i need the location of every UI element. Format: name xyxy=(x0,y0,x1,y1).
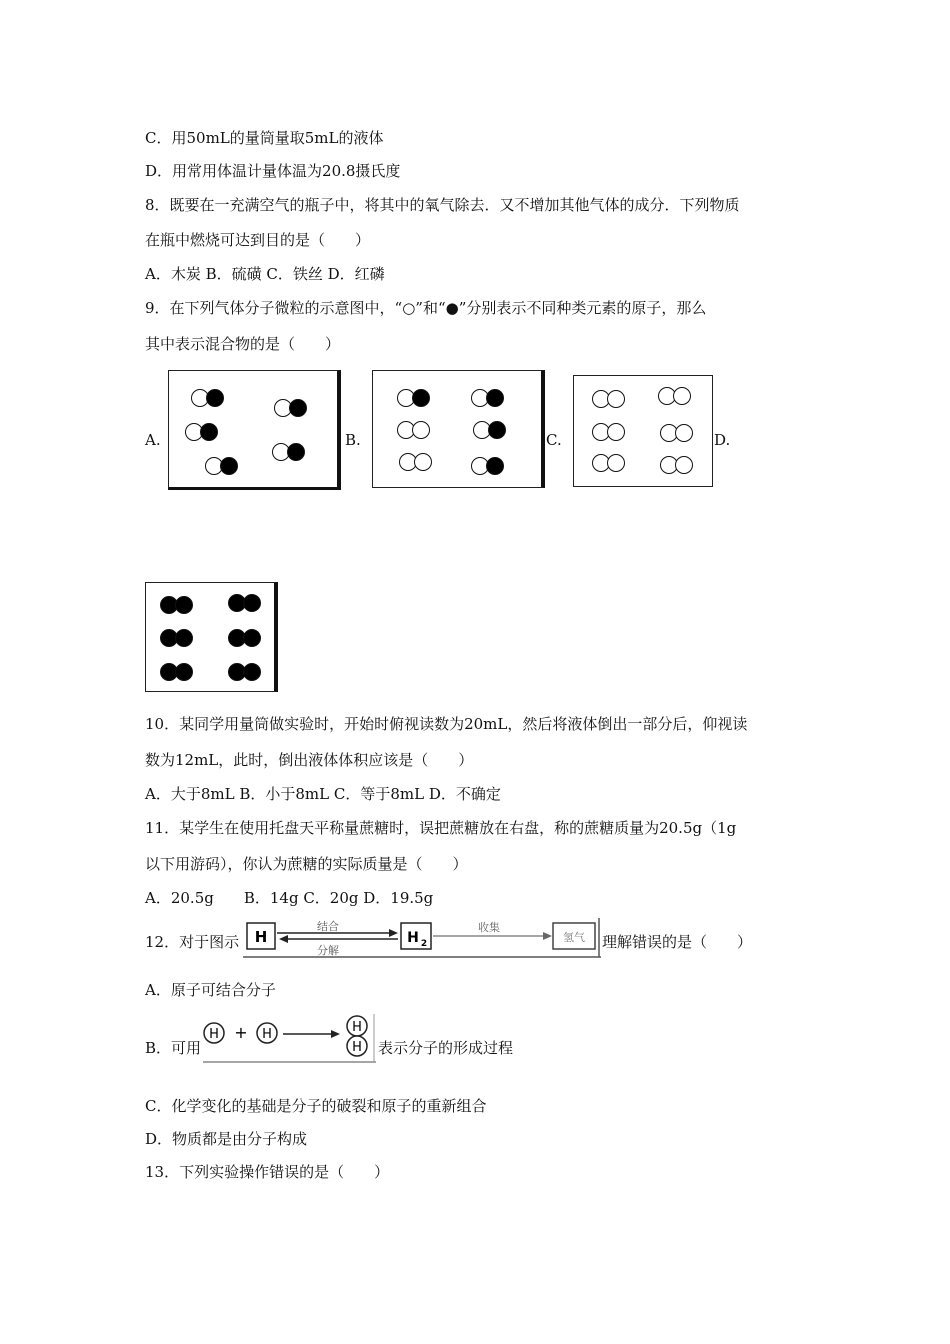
atom-h-right: H xyxy=(262,1027,272,1042)
q9-label-a: A. xyxy=(145,431,161,449)
q12-option-a: A．原子可结合分子 xyxy=(145,981,276,999)
molecule xyxy=(185,423,223,443)
molecule xyxy=(397,421,435,441)
box-h-text: H xyxy=(254,928,268,946)
q12-option-b-pre: B．可用 xyxy=(145,1039,202,1057)
molecule xyxy=(471,389,509,409)
q10-stem-line2: 数为12mL，此时，倒出液体体积应该是（ ） xyxy=(145,751,474,769)
q10-options: A．大于8mL B．小于8mL C．等于8mL D．不确定 xyxy=(145,785,501,803)
q11-stem-line2: 以下用游码），你认为蔗糖的实际质量是（ ） xyxy=(145,855,468,873)
q13-stem: 13．下列实验操作错误的是（ ） xyxy=(145,1163,390,1181)
atom-h-left: H xyxy=(209,1027,219,1042)
q7-option-c: C．用50mL的量筒量取5mL的液体 xyxy=(145,129,384,147)
molecule xyxy=(592,454,630,474)
q9-label-d: D. xyxy=(714,431,731,449)
plus-sign: + xyxy=(234,1023,248,1042)
q10-stem-line1: 10．某同学用量筒做实验时，开始时俯视读数为20mL，然后将液体倒出一部分后，仰视读 xyxy=(145,715,748,733)
molecule xyxy=(228,663,266,683)
molecule xyxy=(397,389,435,409)
q12-stem-pre: 12．对于图示 xyxy=(145,933,240,951)
q11-options: A．20.5g B．14g C．20g D．19.5g xyxy=(145,889,434,907)
molecule xyxy=(471,457,509,477)
q8-stem-line2: 在瓶中燃烧可达到目的是（ ） xyxy=(145,231,371,249)
q8-options: A．木炭 B．硫磺 C．铁丝 D．红磷 xyxy=(145,265,385,283)
molecule xyxy=(658,387,696,407)
box-h2-subscript: 2 xyxy=(420,939,428,949)
molecule xyxy=(592,390,630,410)
q12-option-c: C．化学变化的基础是分子的破裂和原子的重新组合 xyxy=(145,1097,487,1115)
molecule-atom-bottom: H xyxy=(352,1040,362,1055)
arrow-label-combine: 结合 xyxy=(317,920,339,933)
q9-diagram-b xyxy=(372,370,545,488)
molecule xyxy=(660,456,698,476)
arrow-label-collect: 收集 xyxy=(478,921,500,934)
q7-option-d: D．用常用体温计量体温为20.8摄氏度 xyxy=(145,162,401,180)
molecule xyxy=(160,629,198,649)
q8-stem-line1: 8．既要在一充满空气的瓶子中，将其中的氧气除去．又不增加其他气体的成分．下列物质 xyxy=(145,196,740,214)
q9-diagram-a xyxy=(168,370,341,490)
q12-option-b-post: 表示分子的形成过程 xyxy=(378,1039,514,1057)
q9-diagram-d xyxy=(145,582,278,692)
box-h2-text: H xyxy=(407,930,419,946)
molecule xyxy=(228,594,266,614)
q12-hydrogen-diagram xyxy=(243,918,601,958)
molecule xyxy=(205,457,243,477)
q9-stem-line1: 9．在下列气体分子微粒的示意图中，“○”和“●”分别表示不同种类元素的原子，那么 xyxy=(145,299,707,317)
molecule xyxy=(660,424,698,444)
q9-diagram-c xyxy=(573,375,713,487)
q9-label-c: C. xyxy=(546,431,562,449)
molecule xyxy=(274,399,312,419)
molecule-atom-top: H xyxy=(352,1020,362,1035)
q12-stem-post: 理解错误的是（ ） xyxy=(602,933,753,951)
q12-option-d: D．物质都是由分子构成 xyxy=(145,1130,308,1148)
molecule xyxy=(160,663,198,683)
q9-stem-line2: 其中表示混合物的是（ ） xyxy=(145,335,341,353)
molecule xyxy=(191,389,229,409)
q12b-molecule-diagram xyxy=(201,1012,376,1064)
q11-stem-line1: 11．某学生在使用托盘天平称量蔗糖时，误把蔗糖放在右盘，称的蔗糖质量为20.5g（1g xyxy=(145,819,737,837)
molecule xyxy=(228,629,266,649)
molecule xyxy=(272,443,310,463)
molecule xyxy=(473,421,511,441)
arrow-label-decompose: 分解 xyxy=(317,944,339,957)
molecule xyxy=(399,453,437,473)
molecule xyxy=(592,423,630,443)
q9-label-b: B. xyxy=(345,431,361,449)
molecule xyxy=(160,596,198,616)
box-gas-text: 氢气 xyxy=(563,931,585,944)
